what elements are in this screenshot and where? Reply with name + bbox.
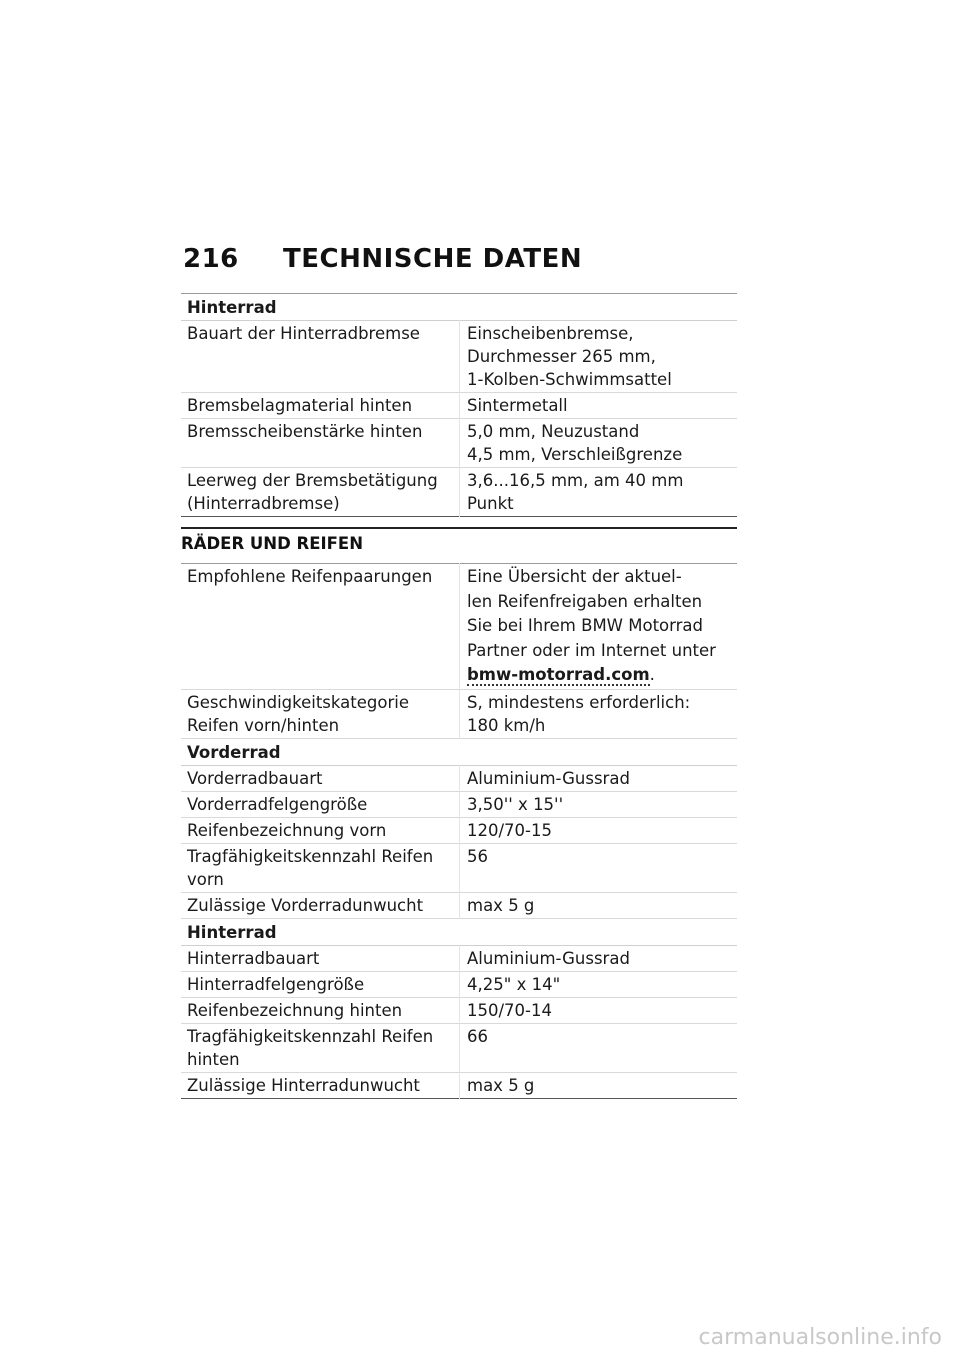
row-label: Hinterradfelgengröße (181, 971, 460, 997)
row-label: Vorderradfelgengröße (181, 791, 460, 817)
row-value: max 5 g (467, 895, 535, 915)
row-value: 4,25" x 14" (467, 974, 561, 994)
subheading-hinterrad: Hinterrad (187, 298, 277, 317)
table-row (181, 1072, 737, 1098)
table-row (181, 971, 737, 997)
row-label: Reifenbezeichnung hinten (181, 997, 460, 1023)
rear-brake-table (181, 293, 737, 517)
row-label: Bauart der Hinterradbremse (181, 321, 460, 393)
row-value (460, 564, 738, 690)
wheels-table (181, 563, 737, 1099)
row-value: 3,6...16,5 mm, am 40 mm Punkt (467, 471, 684, 513)
watermark: carmanualsonline.info (698, 1325, 942, 1350)
table-row (181, 843, 737, 892)
row-value: 120/70-15 (467, 820, 552, 840)
row-label: Vorderradbauart (181, 765, 460, 791)
page-header (183, 244, 582, 274)
table-row (181, 997, 737, 1023)
row-label: Geschwindigkeitskategorie Reifen vorn/hinten (181, 689, 460, 738)
table-row (181, 1023, 737, 1072)
row-label: Bremsscheibenstärke hinten (181, 419, 460, 468)
row-label: Hinterradbauart (181, 945, 460, 971)
row-value: 56 (467, 846, 488, 866)
table-row (181, 321, 737, 393)
row-label: Reifenbezeichnung vorn (181, 817, 460, 843)
page-title: TECHNISCHE DATEN (283, 244, 583, 274)
row-label: Zulässige Vorderradunwucht (181, 892, 460, 918)
row-label: Tragfähigkeitskennzahl Reifen vorn (181, 843, 460, 892)
row-label: Tragfähigkeitskennzahl Reifen hinten (181, 1023, 460, 1072)
row-value: Einscheibenbremse, Durchmesser 265 mm, 1-Kolben-Schwimmsattel (467, 324, 672, 389)
row-value: 150/70-14 (467, 1000, 552, 1020)
row-label: Empfohlene Reifenpaarungen (181, 564, 460, 690)
row-value: max 5 g (467, 1075, 535, 1095)
table-row (181, 419, 737, 468)
table-row (181, 765, 737, 791)
bmw-motorrad-link[interactable]: bmw-motorrad.com (467, 665, 650, 684)
row-value: 5,0 mm, Neuzustand 4,5 mm, Verschleißgrenze (467, 422, 683, 464)
tyre-recommend-text: Eine Übersicht der aktuel- len Reifenfreigaben erhalten Sie bei Ihrem BMW Motorrad Partner oder im Internet unter (467, 567, 716, 660)
table-row (181, 892, 737, 918)
row-value: Aluminium-Gussrad (467, 768, 630, 788)
table-row (181, 393, 737, 419)
row-label: Bremsbelagmaterial hinten (181, 393, 460, 419)
row-value: 66 (467, 1026, 488, 1046)
row-value: 3,50'' x 15'' (467, 794, 564, 814)
row-value: Sintermetall (467, 396, 568, 415)
page-number: 216 (183, 244, 239, 274)
table-row (181, 468, 737, 517)
table-row (181, 945, 737, 971)
table-row (181, 817, 737, 843)
table-row (181, 564, 737, 690)
row-value: S, mindestens erforderlich: 180 km/h (467, 692, 691, 735)
section-title: RÄDER UND REIFEN (181, 527, 737, 553)
row-value: Aluminium-Gussrad (467, 948, 630, 968)
table-row (181, 689, 737, 738)
row-label: Zulässige Hinterradunwucht (181, 1072, 460, 1098)
row-label: Leerweg der Bremsbetätigung (Hinterradbremse) (181, 468, 460, 517)
link-suffix: . (649, 665, 655, 684)
subheading-vorderrad: Vorderrad (187, 742, 281, 762)
subheading-hinterrad-wheel: Hinterrad (187, 922, 277, 942)
table-row (181, 791, 737, 817)
